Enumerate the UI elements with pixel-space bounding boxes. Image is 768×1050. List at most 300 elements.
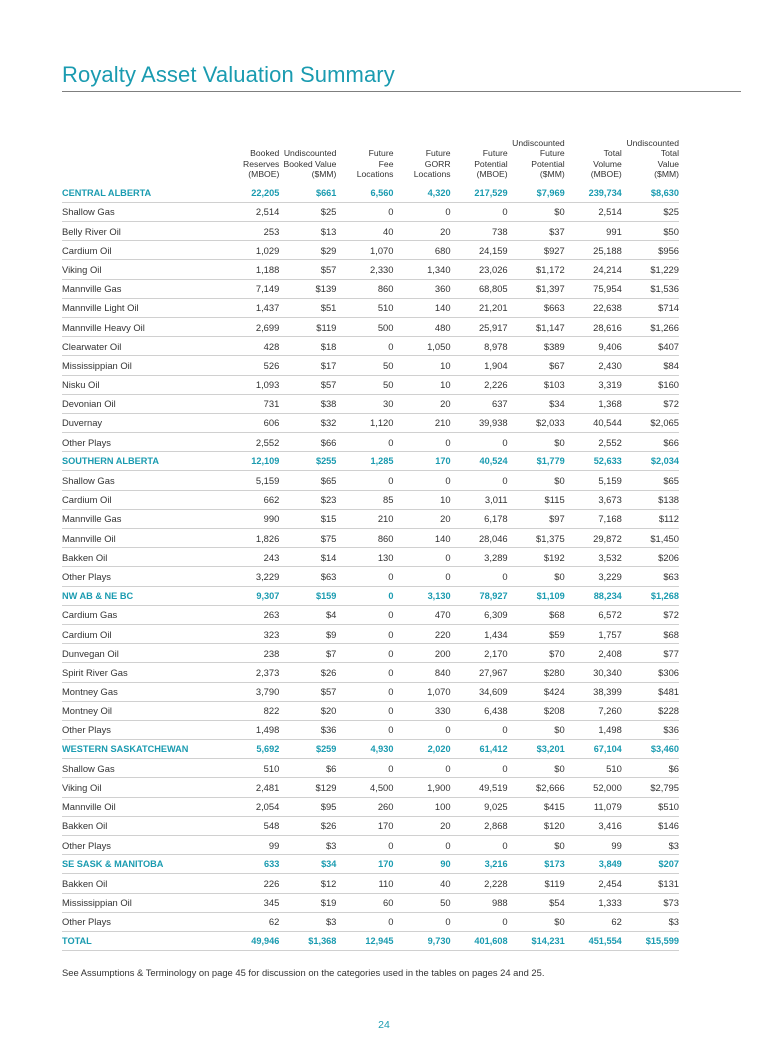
table-cell: 4,320 — [393, 184, 450, 203]
row-label: Cardium Oil — [62, 624, 222, 643]
table-cell: $160 — [622, 375, 679, 394]
table-cell: 170 — [336, 855, 393, 874]
table-cell: 40,544 — [565, 413, 622, 432]
table-cell: $259 — [279, 740, 336, 759]
table-cell: $66 — [279, 433, 336, 452]
table-cell: 3,790 — [222, 682, 279, 701]
table-cell: 1,285 — [336, 452, 393, 471]
table-cell: $115 — [508, 490, 565, 509]
table-cell: $1,450 — [622, 529, 679, 548]
table-cell: 510 — [336, 298, 393, 317]
table-cell: $0 — [508, 720, 565, 739]
table-cell: 28,046 — [451, 529, 508, 548]
table-row — [62, 413, 679, 432]
table-cell: 3,130 — [393, 586, 450, 605]
row-label: Shallow Gas — [62, 759, 222, 778]
table-cell: $415 — [508, 797, 565, 816]
table-row — [62, 509, 679, 528]
table-body — [62, 184, 679, 951]
table-cell: $192 — [508, 548, 565, 567]
table-cell: 3,319 — [565, 375, 622, 394]
column-header-line: Fee — [378, 158, 394, 169]
table-cell: 1,093 — [222, 375, 279, 394]
table-cell: 0 — [336, 567, 393, 586]
table-cell: $68 — [622, 624, 679, 643]
table-cell: 2,226 — [451, 375, 508, 394]
table-cell: $0 — [508, 567, 565, 586]
table-cell: 11,079 — [565, 797, 622, 816]
column-header-line: Potential — [474, 158, 508, 169]
row-label: Other Plays — [62, 567, 222, 586]
table-cell: $63 — [622, 567, 679, 586]
table-cell: $119 — [279, 317, 336, 336]
row-label: Shallow Gas — [62, 202, 222, 221]
table-cell: 3,416 — [565, 816, 622, 835]
table-cell: $1,368 — [279, 931, 336, 950]
table-cell: $1,172 — [508, 260, 565, 279]
table-cell: $37 — [508, 222, 565, 241]
table-cell: 0 — [451, 720, 508, 739]
table-cell: $29 — [279, 241, 336, 260]
row-label: Devonian Oil — [62, 394, 222, 413]
table-cell: 40 — [393, 874, 450, 893]
table-cell: 0 — [336, 701, 393, 720]
table-cell: 633 — [222, 855, 279, 874]
table-cell: 50 — [393, 893, 450, 912]
table-row — [62, 605, 679, 624]
table-cell: 49,519 — [451, 778, 508, 797]
table-cell: $3,201 — [508, 740, 565, 759]
table-cell: 40,524 — [451, 452, 508, 471]
table-row — [62, 529, 679, 548]
table-cell: 22,638 — [565, 298, 622, 317]
table-cell: $255 — [279, 452, 336, 471]
table-cell: $70 — [508, 644, 565, 663]
table-cell: 360 — [393, 279, 450, 298]
table-cell: $4 — [279, 605, 336, 624]
table-cell: 170 — [336, 816, 393, 835]
table-cell: 662 — [222, 490, 279, 509]
table-cell: $20 — [279, 701, 336, 720]
table-row — [62, 567, 679, 586]
table-cell: $38 — [279, 394, 336, 413]
table-cell: 510 — [565, 759, 622, 778]
table-cell: $36 — [279, 720, 336, 739]
column-header-line: ($MM) — [311, 169, 337, 180]
table-cell: 220 — [393, 624, 450, 643]
table-cell: 62 — [565, 912, 622, 931]
table-cell: $34 — [508, 394, 565, 413]
table-cell: 10 — [393, 375, 450, 394]
column-header-line: Future — [425, 148, 451, 159]
table-cell: 210 — [393, 413, 450, 432]
table-cell: 99 — [222, 836, 279, 855]
page-title: Royalty Asset Valuation Summary — [62, 62, 395, 87]
table-cell: 2,514 — [565, 202, 622, 221]
table-row — [62, 471, 679, 490]
table-cell: 243 — [222, 548, 279, 567]
table-cell: 40 — [336, 222, 393, 241]
table-cell: $206 — [622, 548, 679, 567]
table-cell: $36 — [622, 720, 679, 739]
table-cell: 60 — [336, 893, 393, 912]
table-cell: $14 — [279, 548, 336, 567]
table-cell: 2,228 — [451, 874, 508, 893]
column-header-line: Value — [657, 158, 679, 169]
column-header — [508, 138, 565, 184]
table-cell: 88,234 — [565, 586, 622, 605]
table-cell: 0 — [393, 202, 450, 221]
table-cell: $19 — [279, 893, 336, 912]
column-header-line: Booked — [250, 148, 280, 159]
table-row — [62, 682, 679, 701]
table-cell: $84 — [622, 356, 679, 375]
table-cell: 3,532 — [565, 548, 622, 567]
table-cell: 140 — [393, 529, 450, 548]
table-cell: 5,159 — [222, 471, 279, 490]
table-cell: 2,373 — [222, 663, 279, 682]
table-row — [62, 893, 679, 912]
table-cell: 78,927 — [451, 586, 508, 605]
table-row — [62, 778, 679, 797]
table-cell: $57 — [279, 682, 336, 701]
table-cell: $63 — [279, 567, 336, 586]
table-cell: 3,849 — [565, 855, 622, 874]
table-cell: 20 — [393, 394, 450, 413]
table-cell: 6,309 — [451, 605, 508, 624]
table-cell: 0 — [451, 433, 508, 452]
row-label: Viking Oil — [62, 778, 222, 797]
column-header-line: Volume — [593, 158, 622, 169]
table-cell: $72 — [622, 394, 679, 413]
table-row — [62, 912, 679, 931]
table-cell: $1,268 — [622, 586, 679, 605]
table-cell: 239,734 — [565, 184, 622, 203]
table-cell: 30,340 — [565, 663, 622, 682]
table-cell: 5,159 — [565, 471, 622, 490]
table-cell: 1,904 — [451, 356, 508, 375]
table-cell: 1,437 — [222, 298, 279, 317]
column-header-line: Potential — [531, 158, 565, 169]
table-cell: 0 — [451, 759, 508, 778]
table-cell: $67 — [508, 356, 565, 375]
row-label: Other Plays — [62, 433, 222, 452]
table-row — [62, 433, 679, 452]
table-cell: 1,498 — [222, 720, 279, 739]
table-cell: 68,805 — [451, 279, 508, 298]
table-cell: 3,229 — [222, 567, 279, 586]
table-cell: $207 — [622, 855, 679, 874]
row-label: Mannville Heavy Oil — [62, 317, 222, 336]
table-cell: $661 — [279, 184, 336, 203]
total-row — [62, 931, 679, 950]
table-cell: $119 — [508, 874, 565, 893]
table-row — [62, 663, 679, 682]
table-cell: 0 — [336, 202, 393, 221]
table-cell: 90 — [393, 855, 450, 874]
table-cell: 1,029 — [222, 241, 279, 260]
table-cell: 20 — [393, 509, 450, 528]
table-cell: $0 — [508, 471, 565, 490]
table-cell: 10 — [393, 356, 450, 375]
table-cell: $510 — [622, 797, 679, 816]
table-cell: $714 — [622, 298, 679, 317]
table-cell: $0 — [508, 912, 565, 931]
table-cell: 10 — [393, 490, 450, 509]
table-cell: 34,609 — [451, 682, 508, 701]
table-cell: $17 — [279, 356, 336, 375]
table-cell: 28,616 — [565, 317, 622, 336]
row-label: Dunvegan Oil — [62, 644, 222, 663]
table-cell: $1,536 — [622, 279, 679, 298]
table-cell: $0 — [508, 433, 565, 452]
table-row — [62, 624, 679, 643]
table-cell: 226 — [222, 874, 279, 893]
table-cell: 2,868 — [451, 816, 508, 835]
table-cell: 680 — [393, 241, 450, 260]
table-cell: 1,340 — [393, 260, 450, 279]
table-cell: 0 — [393, 433, 450, 452]
table-cell: 1,498 — [565, 720, 622, 739]
row-label: Mannville Gas — [62, 509, 222, 528]
row-label: CENTRAL ALBERTA — [62, 184, 222, 203]
table-cell: 4,930 — [336, 740, 393, 759]
table-cell: 3,673 — [565, 490, 622, 509]
row-label: Mannville Light Oil — [62, 298, 222, 317]
section-row — [62, 740, 679, 759]
table-cell: 0 — [336, 337, 393, 356]
table-cell: $1,397 — [508, 279, 565, 298]
table-cell: $54 — [508, 893, 565, 912]
column-header-line: Future — [482, 148, 508, 159]
table-cell: 0 — [393, 912, 450, 931]
table-cell: 12,945 — [336, 931, 393, 950]
table-cell: 130 — [336, 548, 393, 567]
table-cell: 2,699 — [222, 317, 279, 336]
table-cell: $173 — [508, 855, 565, 874]
table-cell: 2,552 — [222, 433, 279, 452]
table-cell: $26 — [279, 816, 336, 835]
table-cell: 6,438 — [451, 701, 508, 720]
row-label: Montney Gas — [62, 682, 222, 701]
table-row — [62, 279, 679, 298]
column-header-line: Undiscounted — [512, 138, 565, 148]
table-cell: 1,070 — [393, 682, 450, 701]
table-row — [62, 874, 679, 893]
row-label: TOTAL — [62, 931, 222, 950]
table-cell: 30 — [336, 394, 393, 413]
table-cell: $25 — [622, 202, 679, 221]
column-header — [622, 138, 679, 184]
table-cell: $57 — [279, 260, 336, 279]
table-cell: 0 — [393, 720, 450, 739]
column-header-line: Future — [539, 148, 565, 159]
column-header-line: ($MM) — [539, 169, 565, 180]
table-cell: $59 — [508, 624, 565, 643]
table-cell: 0 — [393, 548, 450, 567]
table-cell: $3,460 — [622, 740, 679, 759]
table-cell: $23 — [279, 490, 336, 509]
table-cell: 9,730 — [393, 931, 450, 950]
table-cell: $65 — [279, 471, 336, 490]
table-cell: 0 — [336, 433, 393, 452]
table-cell: $95 — [279, 797, 336, 816]
table-cell: $7 — [279, 644, 336, 663]
row-label: NW AB & NE BC — [62, 586, 222, 605]
table-cell: 0 — [336, 586, 393, 605]
table-cell: 61,412 — [451, 740, 508, 759]
table-cell: 731 — [222, 394, 279, 413]
title-divider — [62, 91, 741, 92]
table-cell: 238 — [222, 644, 279, 663]
table-cell: $306 — [622, 663, 679, 682]
row-label: Clearwater Oil — [62, 337, 222, 356]
table-cell: $0 — [508, 759, 565, 778]
table-header-row — [62, 138, 679, 184]
table-cell: $3 — [622, 912, 679, 931]
row-label: Belly River Oil — [62, 222, 222, 241]
table-cell: 39,938 — [451, 413, 508, 432]
table-cell: 428 — [222, 337, 279, 356]
table-cell: $3 — [279, 912, 336, 931]
table-cell: $146 — [622, 816, 679, 835]
table-cell: 0 — [393, 567, 450, 586]
table-cell: $72 — [622, 605, 679, 624]
table-cell: 1,757 — [565, 624, 622, 643]
column-header-line: Reserves — [243, 158, 280, 169]
table-row — [62, 394, 679, 413]
table-cell: $280 — [508, 663, 565, 682]
table-cell: $2,065 — [622, 413, 679, 432]
table-cell: 2,454 — [565, 874, 622, 893]
column-header-line: Locations — [356, 169, 394, 180]
table-cell: $1,779 — [508, 452, 565, 471]
table-cell: $66 — [622, 433, 679, 452]
table-cell: 3,229 — [565, 567, 622, 586]
table-cell: 991 — [565, 222, 622, 241]
table-cell: 75,954 — [565, 279, 622, 298]
table-cell: $6 — [622, 759, 679, 778]
table-cell: 99 — [565, 836, 622, 855]
column-header — [565, 138, 622, 184]
table-cell: $1,229 — [622, 260, 679, 279]
table-cell: $9 — [279, 624, 336, 643]
table-cell: 1,434 — [451, 624, 508, 643]
table-cell: 2,054 — [222, 797, 279, 816]
table-cell: 50 — [336, 375, 393, 394]
table-cell: 4,500 — [336, 778, 393, 797]
column-header-line: GORR — [424, 158, 451, 169]
table-row — [62, 836, 679, 855]
table-cell: 1,368 — [565, 394, 622, 413]
table-cell: 20 — [393, 222, 450, 241]
column-header — [393, 138, 450, 184]
table-cell: 263 — [222, 605, 279, 624]
row-label: Mannville Oil — [62, 797, 222, 816]
table-cell: 23,026 — [451, 260, 508, 279]
column-header-line: Undiscounted — [283, 148, 337, 159]
table-cell: $139 — [279, 279, 336, 298]
column-header-line: (MBOE) — [248, 169, 280, 180]
table-cell: 3,011 — [451, 490, 508, 509]
table-cell: 62 — [222, 912, 279, 931]
table-cell: 0 — [393, 471, 450, 490]
table-cell: $0 — [508, 202, 565, 221]
column-header-line: Total — [660, 148, 679, 159]
table-cell: $956 — [622, 241, 679, 260]
row-label: SOUTHERN ALBERTA — [62, 452, 222, 471]
table-row — [62, 202, 679, 221]
table-cell: $927 — [508, 241, 565, 260]
table-cell: 24,214 — [565, 260, 622, 279]
table-cell: 1,188 — [222, 260, 279, 279]
table-cell: 323 — [222, 624, 279, 643]
table-cell: 0 — [451, 202, 508, 221]
table-cell: $73 — [622, 893, 679, 912]
table-cell: 20 — [393, 816, 450, 835]
table-cell: $25 — [279, 202, 336, 221]
page-number: 24 — [378, 1019, 390, 1031]
row-label: Other Plays — [62, 836, 222, 855]
table-cell: 451,554 — [565, 931, 622, 950]
table-cell: $1,375 — [508, 529, 565, 548]
table-cell: $0 — [508, 836, 565, 855]
table-cell: 1,050 — [393, 337, 450, 356]
table-cell: 85 — [336, 490, 393, 509]
table-cell: 0 — [336, 605, 393, 624]
table-row — [62, 759, 679, 778]
table-cell: 25,917 — [451, 317, 508, 336]
table-cell: $14,231 — [508, 931, 565, 950]
column-header-line: Booked Value — [283, 158, 337, 169]
table-cell: $3 — [622, 836, 679, 855]
table-cell: $120 — [508, 816, 565, 835]
table-row — [62, 375, 679, 394]
table-row — [62, 241, 679, 260]
row-label: Cardium Oil — [62, 241, 222, 260]
table-cell: 0 — [336, 912, 393, 931]
row-label: Montney Oil — [62, 701, 222, 720]
table-cell: 7,260 — [565, 701, 622, 720]
table-cell: 0 — [336, 644, 393, 663]
table-cell: 0 — [336, 624, 393, 643]
table-cell: 345 — [222, 893, 279, 912]
section-row — [62, 452, 679, 471]
row-label: Cardium Gas — [62, 605, 222, 624]
table-cell: 52,633 — [565, 452, 622, 471]
table-cell: $15,599 — [622, 931, 679, 950]
table-cell: $2,034 — [622, 452, 679, 471]
table-row — [62, 317, 679, 336]
table-cell: 21,201 — [451, 298, 508, 317]
row-label: Mississippian Oil — [62, 893, 222, 912]
table-cell: 100 — [393, 797, 450, 816]
table-cell: $2,666 — [508, 778, 565, 797]
row-label: Viking Oil — [62, 260, 222, 279]
table-cell: 510 — [222, 759, 279, 778]
table-cell: 52,000 — [565, 778, 622, 797]
table-cell: 5,692 — [222, 740, 279, 759]
table-cell: $663 — [508, 298, 565, 317]
table-cell: 38,399 — [565, 682, 622, 701]
table-cell: 0 — [393, 759, 450, 778]
table-row — [62, 701, 679, 720]
table-cell: 9,025 — [451, 797, 508, 816]
row-label: Bakken Oil — [62, 874, 222, 893]
column-header-line: (MBOE) — [476, 169, 508, 180]
table-row — [62, 797, 679, 816]
table-cell: 637 — [451, 394, 508, 413]
